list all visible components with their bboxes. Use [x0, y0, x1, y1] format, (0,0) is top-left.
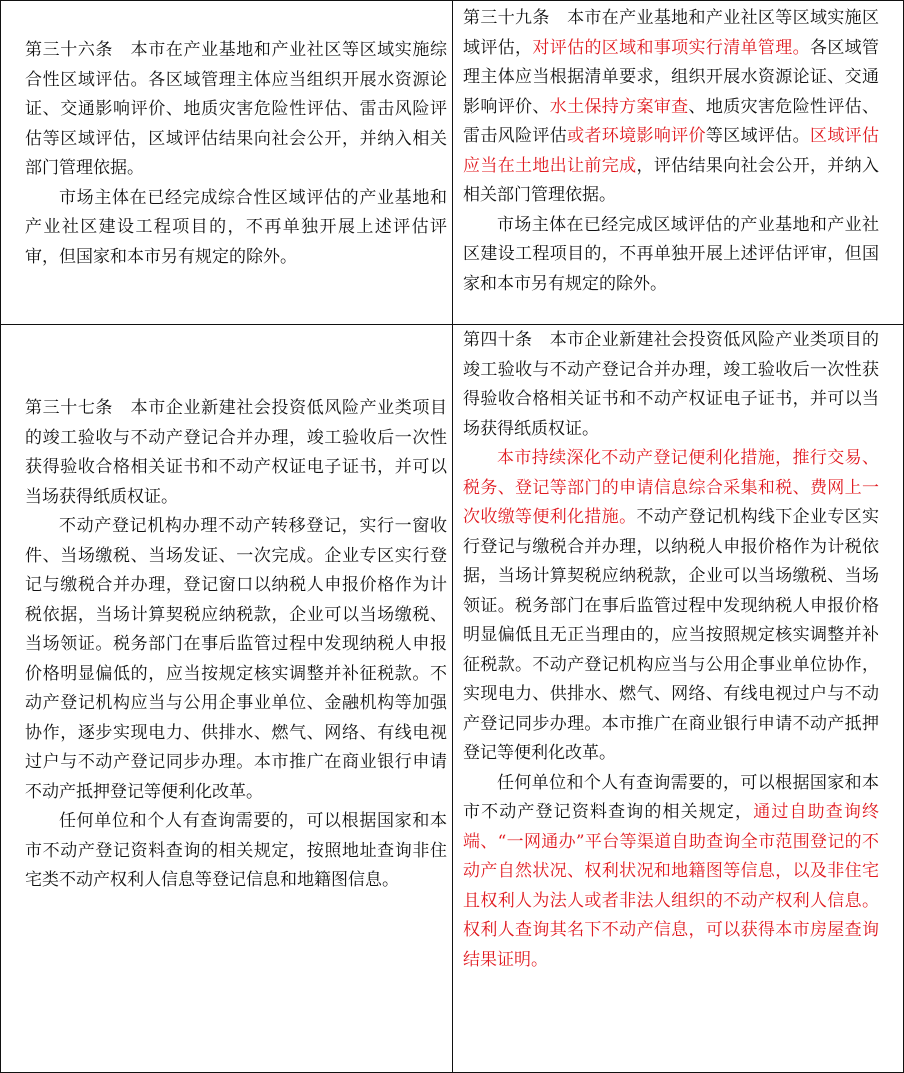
- article-39-amendment: 对评估的区域和事项实行清单管理。: [532, 37, 810, 58]
- article-40-para-2: [463, 444, 879, 769]
- article-40-text: 任何单位和个人有查询需要的，可以根据国家和本市不动产登记资料查询的相关规定，: [463, 772, 879, 822]
- article-36-para-2: 市场主体在已经完成综合性区域评估的产业基地和产业社区建设工程项目的，不再单独开展上述评估评审，但国家和本市另有规定的除外。: [25, 187, 447, 267]
- article-39-text: 第三十九条 本市在产业基地和产业社区等区域实施区域评估，: [463, 8, 879, 58]
- article-37-para-2: 不动产登记机构办理不动产转移登记，实行一窗收件、当场缴税、当场发证、一次完成。企业专区实行登记与缴税合并办理，登记窗口以纳税人申报价格作为计税依据，当场计算契税应纳税款，企业可以当场缴税、当场领证。税务部门在事后监管过程中发现纳税人申报价格明显偏低的，应当按规定核实调整并补征税款。不动产登记机构应当与公用企事业单位、金融机构等加强协作，逐步实现电力、供排水、燃气、网络、有线电视过户与不动产登记同步办理。本市推广在商业银行申请不动产抵押登记等便利化改革。: [25, 516, 447, 802]
- article-39-para-2: 市场主体在已经完成区域评估的产业基地和产业社区建设工程项目的，不再单独开展上述评估评审，但国家和本市另有规定的除外。: [463, 214, 879, 294]
- article-39-para-1: [463, 4, 879, 211]
- article-40-text: 不动产登记机构线下企业专区实行登记与缴税合并办理，以纳税人申报价格作为计税依据，当场计算契税应纳税款，企业可以当场缴税、当场领证。税务部门在事后监管过程中发现纳税人申报价格明显偏低且无正当理由的，应当按照规定核实调整并补征税款。不动产登记机构应当与公用企事业单位协作，实现电力、供排水、燃气、网络、有线电视过户与不动产登记同步办理。本市推广在商业银行申请不动产抵押登记等便利化改革。: [463, 507, 880, 763]
- article-36-para-1: 第三十六条 本市在产业基地和产业社区等区域实施综合性区域评估。各区域管理主体应当组织开展水资源论证、交通影响评价、地质灾害危险性评估、雷击风险评估等区域评估，区域评估结果向社会公开，并纳入相关部门管理依据。: [25, 40, 447, 178]
- article-40-amendment: 本市持续深化不动产登记便利化措施，推行交易、税务、登记等部门的申请信息综合采集和税、费网上一次收缴等便利化措施。: [463, 448, 879, 527]
- article-40-para-3: [463, 769, 879, 976]
- article-39-text: 等区域评估。: [705, 126, 810, 146]
- article-39-text: 、地质灾害危险性评估、雷击风险评估: [463, 96, 880, 146]
- article-37-para-3: 任何单位和个人有查询需要的，可以根据国家和本市不动产登记资料查询的相关规定，按照地址查询非住宅类不动产权利人信息等登记信息和地籍图信息。: [25, 811, 447, 890]
- column-divider: [452, 1, 453, 1072]
- article-37-para-1: 第三十七条 本市企业新建社会投资低风险产业类项目的竣工验收与不动产登记合并办理，竣工验收后一次性获得验收合格相关证书和不动产权证电子证书，并可以当场获得纸质权证。: [25, 398, 447, 507]
- article-39-text: 各区域管理主体应当根据清单要求，组织开展水资源论证、交通影响评价、: [463, 37, 880, 117]
- cell-article-39: [463, 4, 879, 299]
- cell-article-40: [463, 326, 879, 975]
- article-40-para-1: 第四十条 本市企业新建社会投资低风险产业类项目的竣工验收与不动产登记合并办理，竣工验收后一次性获得验收合格相关证书和不动产权证电子证书，并可以当场获得纸质权证。: [463, 330, 879, 439]
- cell-article-37: [25, 394, 447, 896]
- article-39-amendment: 区域评估应当在土地出让前完成: [463, 126, 880, 176]
- article-40-amendment: 通过自助查询终端、“一网通办”平台等渠道自助查询全市范围登记的不动产自然状况、权利状况和地籍图等信息，以及非住宅且权利人为法人或者非法人组织的不动产权利人信息。权利人查询其名下不动产信息，可以获得本市房屋查询结果证明。: [463, 802, 880, 970]
- cell-article-36: [25, 36, 447, 272]
- article-39-amendment: 或者环境影响评价: [567, 126, 706, 146]
- article-39-amendment: 水土保持方案审查: [549, 96, 689, 117]
- article-39-text: ，评估结果向社会公开，并纳入相关部门管理依据。: [463, 155, 880, 205]
